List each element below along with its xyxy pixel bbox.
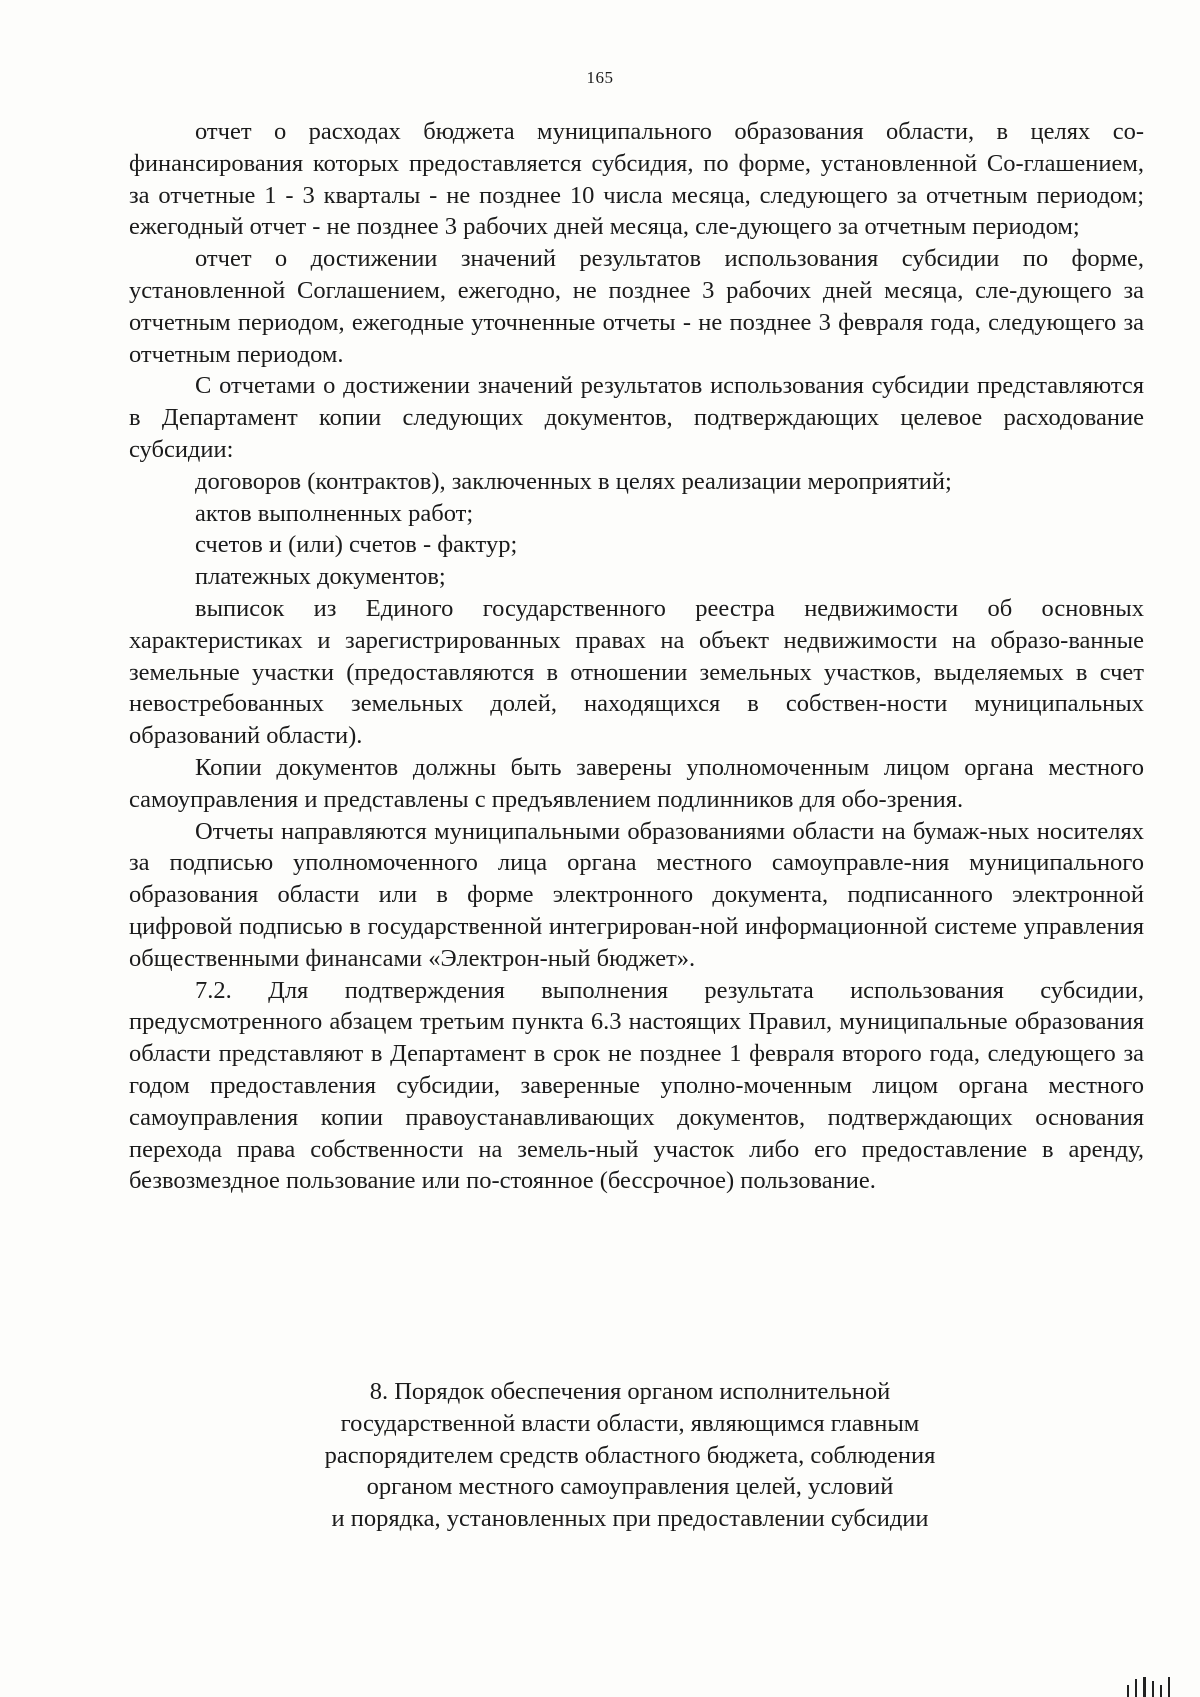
paragraph: 7.2. Для подтверждения выполнения результата использования субсидии, предусмотренного абзацем третьим пункта 6.3 настоящих Правил, муниципальные образования области представляют в Департамент в срок не позднее 1 февраля второго года, следующего за годом предоставления субсидии, заверенные уполно-моченным лицом органа местного самоуправления копии правоустанавливающих документов, подтверждающих основания перехода права собственности на земель-ный участок либо его предоставление в аренду, безвозмездное пользование или по-стоянное (бессрочное) пользование. <box>129 976 1144 1195</box>
paragraph: выписок из Единого государственного реестра недвижимости об основных характеристиках и зарегистрированных правах на объект недвижимости на образо-ванные земельные участки (предоставляются в отношении земельных участков, выделяемых в счет невостребованных земельных долей, находящихся в собствен-ности муниципальных образований области). <box>129 594 1144 750</box>
paragraph: отчет о расходах бюджета муниципального образования области, в целях со-финансирования которых предоставляется субсидия, по форме, установленной Со-глашением, за отчетные 1 - 3 кварталы - не позднее 10 числа месяца, следующего за отчетным периодом; ежегодный отчет - не позднее 3 рабочих дней месяца, сле-дующего за отчетным периодом; <box>129 118 1144 241</box>
paragraph: отчет о достижении значений результатов использования субсидии по форме, установленной Соглашением, ежегодно, не позднее 3 рабочих дней месяца, сле-дующего за отчетным периодом, ежегодные уточненные отчеты - не позднее 3 февраля года, следующего за отчетным периодом. <box>129 245 1144 368</box>
list-item: договоров (контрактов), заключенных в целях реализации мероприятий; <box>195 467 952 495</box>
paragraph: Отчеты направляются муниципальными образованиями области на бумаж-ных носителях за подписью уполномоченного лица органа местного самоуправле-ния муниципального образования области или в форме электронного документа, подписанного электронной цифровой подписью в государственной интегрирован-ной информационной системе управления общественными финансами «Электрон-ный бюджет». <box>129 817 1144 972</box>
list-item: счетов и (или) счетов - фактур; <box>195 531 518 559</box>
section-heading <box>230 1376 1030 1535</box>
section-heading-line: 8. Порядок обеспечения органом исполнительной <box>369 1378 891 1405</box>
section-heading-line: органом местного самоуправления целей, условий <box>366 1473 894 1501</box>
paragraph: С отчетами о достижении значений результатов использования субсидии представляются в Департамент копии следующих документов, подтверждающих целевое расходование субсидии: <box>129 372 1144 463</box>
paragraph: Копии документов должны быть заверены уполномоченным лицом органа местного самоуправления и представлены с предъявлением подлинников для обо-зрения. <box>129 753 1144 813</box>
section-heading-line: распорядителем средств областного бюджета, соблюдения <box>324 1441 936 1469</box>
list-item: платежных документов; <box>195 563 446 591</box>
section-heading-line: и порядка, установленных при предоставлении субсидии <box>331 1505 929 1533</box>
body-text <box>129 116 1144 1197</box>
scan-marks <box>1127 1675 1170 1697</box>
list-item: актов выполненных работ; <box>195 499 474 527</box>
page-number: 165 <box>586 68 614 87</box>
section-heading-line: государственной власти области, являющимся главным <box>340 1409 920 1437</box>
